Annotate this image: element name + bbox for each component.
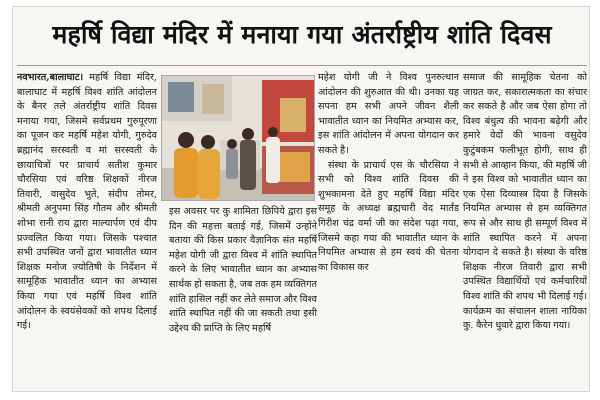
article-column-3 xyxy=(318,71,459,389)
column-4-text: समाज की सामूहिक चेतना को जाग्रत कर, सकारात्मकता का संचार कर सकते है और जब ऐसा होगा तो विश्व बंधुत्व की भावना बढ़ेगी और हमारे वेदों की भावना वसुदेव कुटुंबकम फलीभूत होगी, साथ ही सभी से आव्हान किया, की महर्षि जी ने इस विश्व को भावातीत ध्यान का एक ऐसा दिव्यास्त्र दिया है जिसके नियमित अभ्यास से हम व्यक्तिगत रूप से और साथ ही सम्पूर्ण विश्व में शांति स्थापित करने में अपना योगदान दे सकते है। संस्था के वरिष्ठ शिक्षक नीरज तिवारी द्वारा सभी उपस्थित विद्यार्थियों एवं कर्मचारियों विश्व शांति की शपथ भी दिलाई गई। कार्यक्रम का संचालन शाला नायिका कु. कैरेन धुवारे द्वारा किया गया। xyxy=(463,72,587,332)
article-column-2 xyxy=(169,205,317,389)
column-3-paragraph-2: संस्था के प्राचार्य एस के चौरसिया ने सभी को विश्व शांति दिवस की शुभकामना देते हुए महर्षि विद्या मंदिर समूह के अध्यक्ष ब्रह्मचारी वेद मार्तंड गिरीश चंद्र वर्मा जी का संदेश पढ़ा गया, जिसमे कहा गया की भावातीत ध्यान के नियमित अभ्यास से हम स्वयं की चेतना का विकास कर xyxy=(318,159,459,273)
article-column-1 xyxy=(17,71,157,389)
event-photo xyxy=(161,75,315,201)
dateline: नवभारत,बालाघाट। xyxy=(17,72,84,83)
column-1-paragraph xyxy=(17,71,157,334)
headline: महर्षि विद्या मंदिर में मनाया गया अंतर्राष्ट्रीय शांति दिवस xyxy=(52,20,552,49)
article-column-4 xyxy=(463,71,587,389)
column-2-text: इस अवसर पर कु शामिता छिपिये द्वारा इस दिन की महत्ता बताई गई, जिसमें उन्होंने बताया की किस प्रकार वैज्ञानिक संत महर्षि महेश योगी जी द्वारा विश्व में शांति स्थापित करने के लिए भावातीत ध्यान का अभ्यास सार्थक हो सकता है, जब तक हम व्यक्तिगत शांति हासिल नहीं कर लेते समाज और विश्व शांति स्थापित नहीं की जा सकती तथा इसी उद्देश्य की प्राप्ति के लिए महर्षि xyxy=(169,206,317,334)
headline-divider xyxy=(17,65,587,66)
column-3-paragraph-1: महेश योगी जी ने विश्व पुनरुत्थान आंदोलन की शुरुआत की थी। उनका यह सपना हम सभी अपने जीवन शैली भावातीत ध्यान का नियमित अभ्यास कर, इस शांति आंदोलन में अपना योगदान कर सकते है। xyxy=(318,72,459,156)
event-photo-image xyxy=(162,76,315,201)
newspaper-clipping xyxy=(12,6,590,392)
column-1-text: महर्षि विद्या मंदिर, बालाघाट में महर्षि विश्व शांति आंदोलन के बैनर तले अंतर्राष्ट्रीय शांति दिवस मनाया गया, जिसमे सर्वप्रथम गुरुपूरणा का पूजन कर महर्षि महेश योगी, गुरुदेव ब्रह्मानंद सरस्वती व मां सरस्वती के छायाचित्रों पर प्राचार्य सतीश कुमार चौरसिया एवं वरिष्ठ शिक्षकों नीरज तिवारी, वासुदेव भुते, संदीप तोमर, श्रीमती अनुपमा सिंह गौतम और श्रीमती शोभा रानी राय द्वारा माल्यार्पण एवं दीप प्रज्वलित किया गया। जिसके पश्चात सभी उपस्थित जनों द्वारा भावातीत ध्यान शिक्षक मनोज ज्योतिषी के निर्देशन में सामूहिक भावातीत ध्यान का अभ्यास किया गया एवं महर्षि विश्व शांति आंदोलन के स्वयंसेवकों को शपथ दिलाई गई। xyxy=(17,72,157,332)
